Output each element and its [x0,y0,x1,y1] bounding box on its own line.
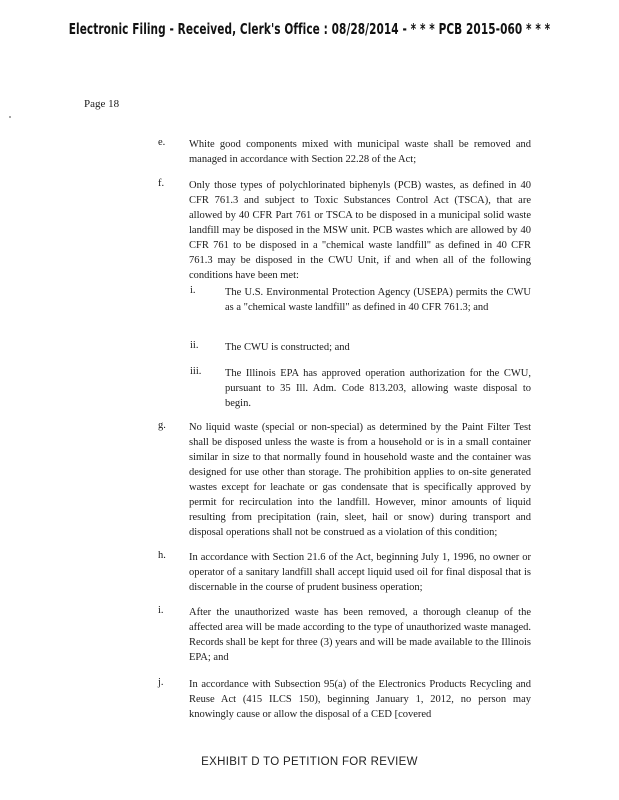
item-text: In accordance with Section 21.6 of the Act, beginning July 1, 1996, no owner or operator of a sanitary landfill shall accept liquid used oil for final disposal that is discernable in the course of prudent business operation; [189,552,531,593]
item-label: j. [158,677,164,688]
exhibit-footer: EXHIBIT D TO PETITION FOR REVIEW [201,756,418,768]
item-text: After the unauthorized waste has been removed, a thorough cleanup of the affected area will be made according to the type of unauthorized waste managed. Records shall be kept for three (3) years and will be made available to the Illinois EPA; and [189,607,532,663]
item-label: f. [158,178,165,189]
item-text: In accordance with Subsection 95(a) of the Electronics Products Recycling and Reuse Act (415 ILCS 150), beginning January 1, 2012, no person may knowingly cause or allow the disposal of a CED [covered [189,679,531,720]
scan-speck [9,116,11,118]
item-label: g. [158,420,166,431]
item-label: i. [158,605,164,616]
item-text: No liquid waste (special or non-special) as determined by the Paint Filter Test shall be disposed unless the waste is from a household or is in a small container similar in size to that normally found in household waste and the container was designed for use other than storage. The prohibition applies to on-site generated wastes except for leachate or gas condensate that is specifically approved by permit for recirculation into the landfill. However, minor amounts of liquid resulting from precipitation (rain, sleet, hail or snow) during transport and disposal operations shall not be construed as a violation of this condition; [189,422,531,538]
filing-stamp-header: Electronic Filing - Received, Clerk's Office : 08/28/2014 - * * * PCB 2015-060 * * * [68,20,551,38]
item-text: White good components mixed with municipal waste shall be removed and managed in accordance with Section 22.28 of the Act; [189,139,531,165]
subitem-label: iii. [190,366,202,377]
item-text: Only those types of polychlorinated biphenyls (PCB) wastes, as defined in 40 CFR 761.3 and subject to Toxic Substances Control Act (TSCA), that are allowed by 40 CFR Part 761 or TSCA to be disposed in a municipal solid waste landfill may be disposed in the MSW unit. PCB wastes which are allowed by 40 CFR 761 to be disposed in a "chemical waste landfill" as defined in 40 CFR 761.3 may be disposed in the CWU Unit, if and when all of the following conditions have been met: [189,180,531,281]
item-label: h. [158,550,166,561]
subitem-text: The U.S. Environmental Protection Agency (USEPA) permits the CWU as a "chemical waste landfill" as defined in 40 CFR 761.3; and [225,287,531,313]
subitem-label: i. [190,285,196,296]
page-number: Page 18 [84,98,120,110]
subitem-label: ii. [190,340,199,351]
subitem-text: The CWU is constructed; and [225,342,350,353]
item-label: e. [158,137,166,148]
subitem-text: The Illinois EPA has approved operation authorization for the CWU, pursuant to 35 Ill. Adm. Code 813.203, allowing waste disposal to begin. [225,368,531,409]
